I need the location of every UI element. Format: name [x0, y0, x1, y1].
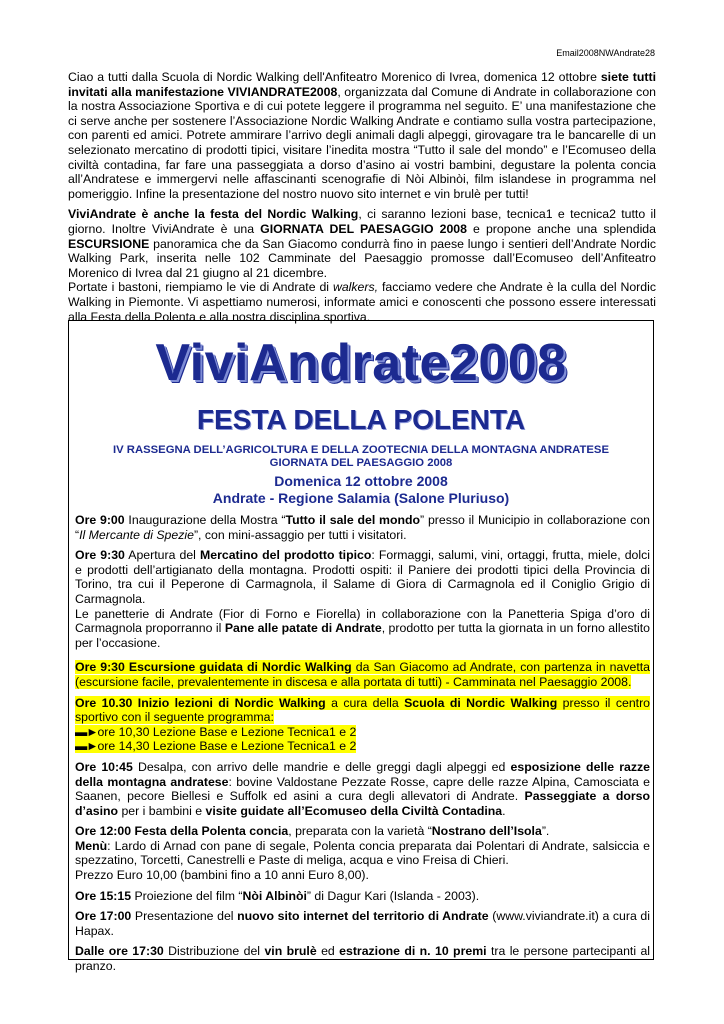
intro-text-run: panoramica che da San Giacomo condurrà fino in paese lungo i sentieri dell’Andrate Nordic Walking Park, inserita nelle 102 Camminate del Paesaggio promosse dall’Ecomuseo dell’Anfiteatro Morenico di Ivrea dal 21 giugno al 21 dicembre.: [68, 236, 656, 280]
program-item: [75, 760, 650, 818]
program-item: [75, 909, 650, 938]
program-text: : Formaggi, salumi, vini, ortaggi, frutta, miele, dolci e prodotti dell’artigianato della montagna. Prodotti ospiti: il Paniere dei prodotti tipici della Provincia di Torino, tra cui il Peperone di Carmagnola, il Salame di Giora di Carmagnola ed il Coniglio Grigio di Carmagnola.: [75, 548, 650, 606]
intro-text-run: facciamo vedere che Andrate è la culla del Nordic Walking in Piemonte. Vi aspettiamo numerosi, informate amici e conoscenti che possono essere interessati alla Festa della Polenta e alla nostra disciplina sportiva.: [68, 280, 656, 324]
program-time: Ore 10.30 Inizio lezioni di Nordic Walking: [75, 695, 326, 710]
program-text: ed: [316, 944, 340, 959]
intro-text: [68, 70, 656, 324]
program-text: tra le persone partecipanti al pranzo.: [75, 944, 651, 974]
intro-invitation: siete tutti invitati alla manifestazione VIVIANDRATE2008: [68, 70, 656, 99]
program-text: : bovine Valdostane Pezzate Rosse, capre delle razze Alpina, Camosciata e Saanen, pecore Biellesi e Suffolk ed asini a cura degli allevatori di Andrate.: [75, 774, 650, 804]
program-time: Ore 12:00 Festa della Polenta concia: [75, 824, 289, 839]
program-item: [75, 889, 650, 904]
program-text: per i bambini e: [118, 803, 206, 818]
program-text: Desalpa, con arrivo delle mandrie e delle greggi dagli alpeggi ed: [132, 759, 511, 774]
arrow-icon: ▬►: [75, 739, 98, 754]
program-highlight-text: estrazione di n. 10 premi: [339, 944, 487, 959]
event-place: Andrate - Regione Salamia (Salone Pluriuso): [212, 490, 510, 506]
program-time: Ore 9:30: [75, 548, 125, 563]
intro-text-run: , organizzata dal Comune di Andrate in collaborazione con la nostra Associazione Sportiva e di cui potete leggere il programma nel seguito. E’ una manifestazione che ci serve anche per sostenere l’Associazione Nordic Walking Andrate e contiamo sulla vostra partecipazione, con parenti ed amici. Potrete ammirare l’arrivo degli animali dagli alpeggi, girovagare tra le bancarelle di un selezionato mercatino di prodotti tipici, visitare l’inedita mostra “Tutto il sale del mondo” e l’Ecomuseo della civiltà contadina, far fare una passeggiata a dorso d’asino ai vostri bambini, degustare la polenta concia all’Andratese e immergervi nelle affascinanti scenografie di Nòi Albinòi, film islandese in programma nel pomeriggio. Infine la presentazione del nostro nuovo sito internet e vin brulè per tutti!: [68, 84, 656, 201]
event-date: Domenica 12 ottobre 2008: [274, 473, 448, 489]
program-item-highlighted: [75, 660, 650, 689]
program-highlight-text: Nostrano dell’Isola: [431, 824, 542, 839]
intro-paragraph-2: [68, 207, 656, 280]
intro-text-run: e propone anche una splendida: [466, 221, 656, 236]
intro-text-run: Portate i bastoni, riempiamo le vie di Andrate di: [68, 280, 333, 295]
giornata-line: GIORNATA DEL PAESAGGIO 2008: [269, 457, 453, 469]
program-highlight-text: Scuola di Nordic Walking: [404, 695, 558, 710]
arrow-icon: ▬►: [75, 724, 98, 739]
program-text: Presentazione del: [131, 909, 238, 924]
program-text: .: [502, 803, 506, 818]
program-text: ”.: [541, 824, 550, 839]
event-program-box: [68, 320, 654, 974]
program-text: , prodotto per tutta la giornata in un forno allestito per l’occasione.: [75, 621, 650, 650]
event-rassegna: [69, 444, 653, 470]
program-item: [75, 548, 650, 650]
program-text: Le panetterie di Andrate (Fior di Forno e Fiorella) in collaborazione con la Panetteria Spiga d’oro di Carmagnola proporranno il: [75, 606, 650, 636]
event-subtitle: FESTA DELLA POLENTA: [196, 404, 526, 435]
program-text: Inaugurazione della Mostra “: [124, 513, 286, 527]
document-reference: Email2008NWAndrate28: [556, 48, 655, 58]
program-item: [75, 944, 650, 973]
program-text: Proiezione del film “: [131, 888, 243, 903]
program-text: da San Giacomo ad Andrate, con partenza in navetta (escursione facile, prevalentemente in discesa e alla portata di tutti) - Camminata nel Paesaggio 2008.: [75, 660, 650, 689]
program-item: [75, 513, 650, 542]
program-highlight-text: vin brulè: [264, 944, 317, 959]
program-text: presso il centro sportivo con il seguente programma:: [75, 695, 651, 725]
program-item-highlighted: [75, 696, 650, 754]
program-text: ”, con mini-assaggio per tutti i visitatori.: [193, 527, 407, 542]
menu-label: Menù: [75, 838, 108, 853]
rassegna-line: IV RASSEGNA DELL’AGRICOLTURA E DELLA ZOOTECNIA DELLA MONTAGNA ANDRATESE: [112, 444, 609, 456]
program-highlight-text: esposizione delle razze della montagna andratese: [75, 759, 650, 789]
program-highlight-text: visite guidate all’Ecomuseo della Civiltà Contadina: [205, 803, 503, 818]
program-highlight-text: Tutto il sale del mondo: [285, 513, 421, 527]
program-highlight-text: Pane alle patate di Andrate: [224, 621, 382, 636]
intro-walkers: walkers,: [332, 280, 379, 295]
program-item: [75, 824, 650, 882]
program-text: a cura della: [325, 695, 405, 710]
intro-nw-festa: ViviAndrate è anche la festa del Nordic Walking: [68, 207, 359, 222]
program-text: Apertura del: [124, 548, 200, 563]
program-highlight-text: Passeggiate a dorso d’asino: [75, 789, 650, 818]
lesson-line: ore 14,30 Lezione Base e Lezione Tecnica1 e 2: [97, 739, 357, 754]
program-time: Ore 9:30 Escursione guidata di Nordic Walking: [75, 660, 352, 675]
program-text: ” presso il Municipio in collaborazione con “: [75, 513, 651, 542]
program-highlight-text: Nòi Albinòi: [242, 888, 307, 903]
intro-giornata: GIORNATA DEL PAESAGGIO 2008: [260, 221, 467, 236]
intro-escursione: ESCURSIONE: [68, 236, 150, 251]
price-line: Prezzo Euro 10,00 (bambini fino a 10 anni Euro 8,00).: [75, 868, 369, 883]
program-text: (www.viviandrate.it) a cura di Hapax.: [75, 909, 650, 938]
event-title: ViviAndrate2008: [155, 334, 567, 392]
program-list: [75, 513, 650, 980]
program-text: Distribuzione del: [163, 944, 265, 959]
program-text: ” di Dagur Kari (Islanda - 2003).: [306, 888, 480, 903]
program-text: : Lardo di Arnad con pane di segale, Polenta concia preparata dai Polentari di Andrate, salsiccia e spezzatino, Torcetti, Canestrelli e Paste di meliga, acqua e vino Freisa di Chieri.: [75, 838, 650, 868]
intro-paragraph-1: [68, 70, 656, 201]
program-time: Ore 15:15: [75, 888, 132, 903]
program-text: , preparata con la varietà “: [288, 824, 432, 839]
intro-text-run: Ciao a tutti dalla Scuola di Nordic Walking dell'Anfiteatro Morenico di Ivrea, domenica 12 ottobre: [68, 70, 601, 84]
lesson-line: ore 10,30 Lezione Base e Lezione Tecnica1 e 2: [97, 724, 357, 739]
program-time: Ore 17:00: [75, 909, 132, 924]
program-highlight-text: nuovo sito internet del territorio di Andrate: [237, 909, 489, 924]
program-time: Ore 10:45: [75, 759, 133, 774]
intro-paragraph-3: [68, 280, 656, 324]
program-time: Dalle ore 17:30: [75, 944, 164, 959]
program-highlight-text: Mercatino del prodotto tipico: [199, 548, 372, 563]
program-italic-text: Il Mercante di Spezie: [79, 527, 194, 542]
program-time: Ore 9:00: [75, 513, 125, 527]
intro-text-run: , ci saranno lezioni base, tecnica1 e tecnica2 tutto il giorno. Inoltre ViviAndrate è una: [68, 207, 657, 236]
